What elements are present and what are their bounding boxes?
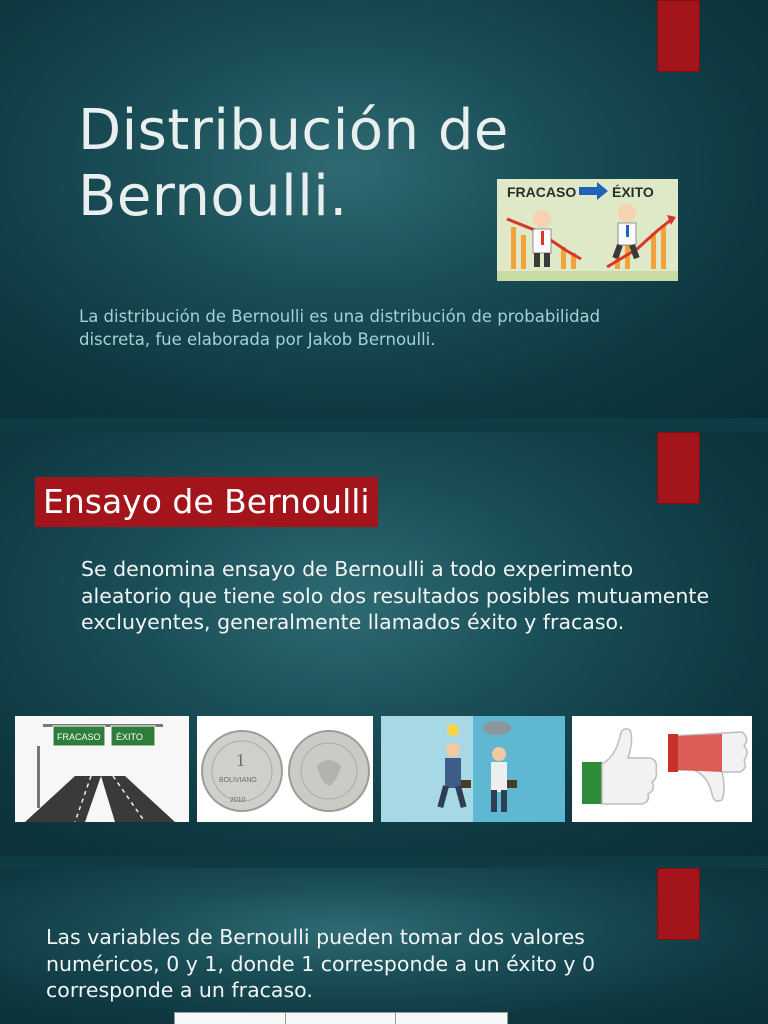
title-line-1: Distribución de [78, 98, 509, 163]
businessmen-drawing [381, 716, 565, 822]
light-bulb-icon [447, 724, 459, 736]
coin-value: 1 [236, 750, 245, 770]
exito-label: ÉXITO [612, 184, 654, 200]
road-sign-exito: ÉXITO [116, 732, 143, 742]
cloud-icon [483, 721, 511, 735]
table-cell-1 [175, 1013, 286, 1024]
coin-unit: BOLIVIANO [219, 777, 257, 784]
slide-subtitle: La distribución de Bernoulli es una distribución de probabilidad discreta, fue elaborada por Jakob Bernoulli. [79, 307, 601, 349]
thumbs-drawing [572, 716, 752, 822]
slide-title [78, 98, 509, 230]
boliviano-coins-image [197, 716, 373, 822]
slide-3 [0, 868, 768, 1024]
table-cell-3 [395, 1013, 506, 1024]
bernoulli-values-description: Las variables de Bernoulli pueden tomar dos valores numéricos, 0 y 1, donde 1 corresponde a un éxito y 0 corresponde a un fracaso. [46, 925, 596, 1002]
red-tab-decoration [657, 432, 700, 504]
values-table-header [174, 1012, 508, 1024]
slide-1 [0, 0, 768, 418]
road-sign-fracaso: FRACASO [57, 732, 101, 742]
red-tab-decoration [657, 868, 700, 940]
title-line-2: Bernoulli. [78, 164, 348, 229]
thumbs-up-down-image [572, 716, 752, 822]
section-heading: Ensayo de Bernoulli [35, 477, 378, 527]
ensayo-description: Se denomina ensayo de Bernoulli a todo experimento aleatorio que tiene solo dos resultados posibles mutuamente excluyentes, generalmente llamados éxito y fracaso. [81, 557, 710, 634]
coin-year: 2010 [230, 797, 246, 804]
road-fork-drawing [15, 716, 189, 822]
slide-2 [0, 432, 768, 856]
red-tab-decoration [657, 0, 700, 72]
table-cell-2 [285, 1013, 396, 1024]
coins-drawing [197, 716, 373, 822]
fracaso-exito-drawing [497, 179, 678, 281]
fracaso-label: FRACASO [507, 184, 577, 200]
fracaso-exito-illustration [497, 179, 678, 281]
road-fork-image [15, 716, 189, 822]
two-businessmen-image [381, 716, 565, 822]
